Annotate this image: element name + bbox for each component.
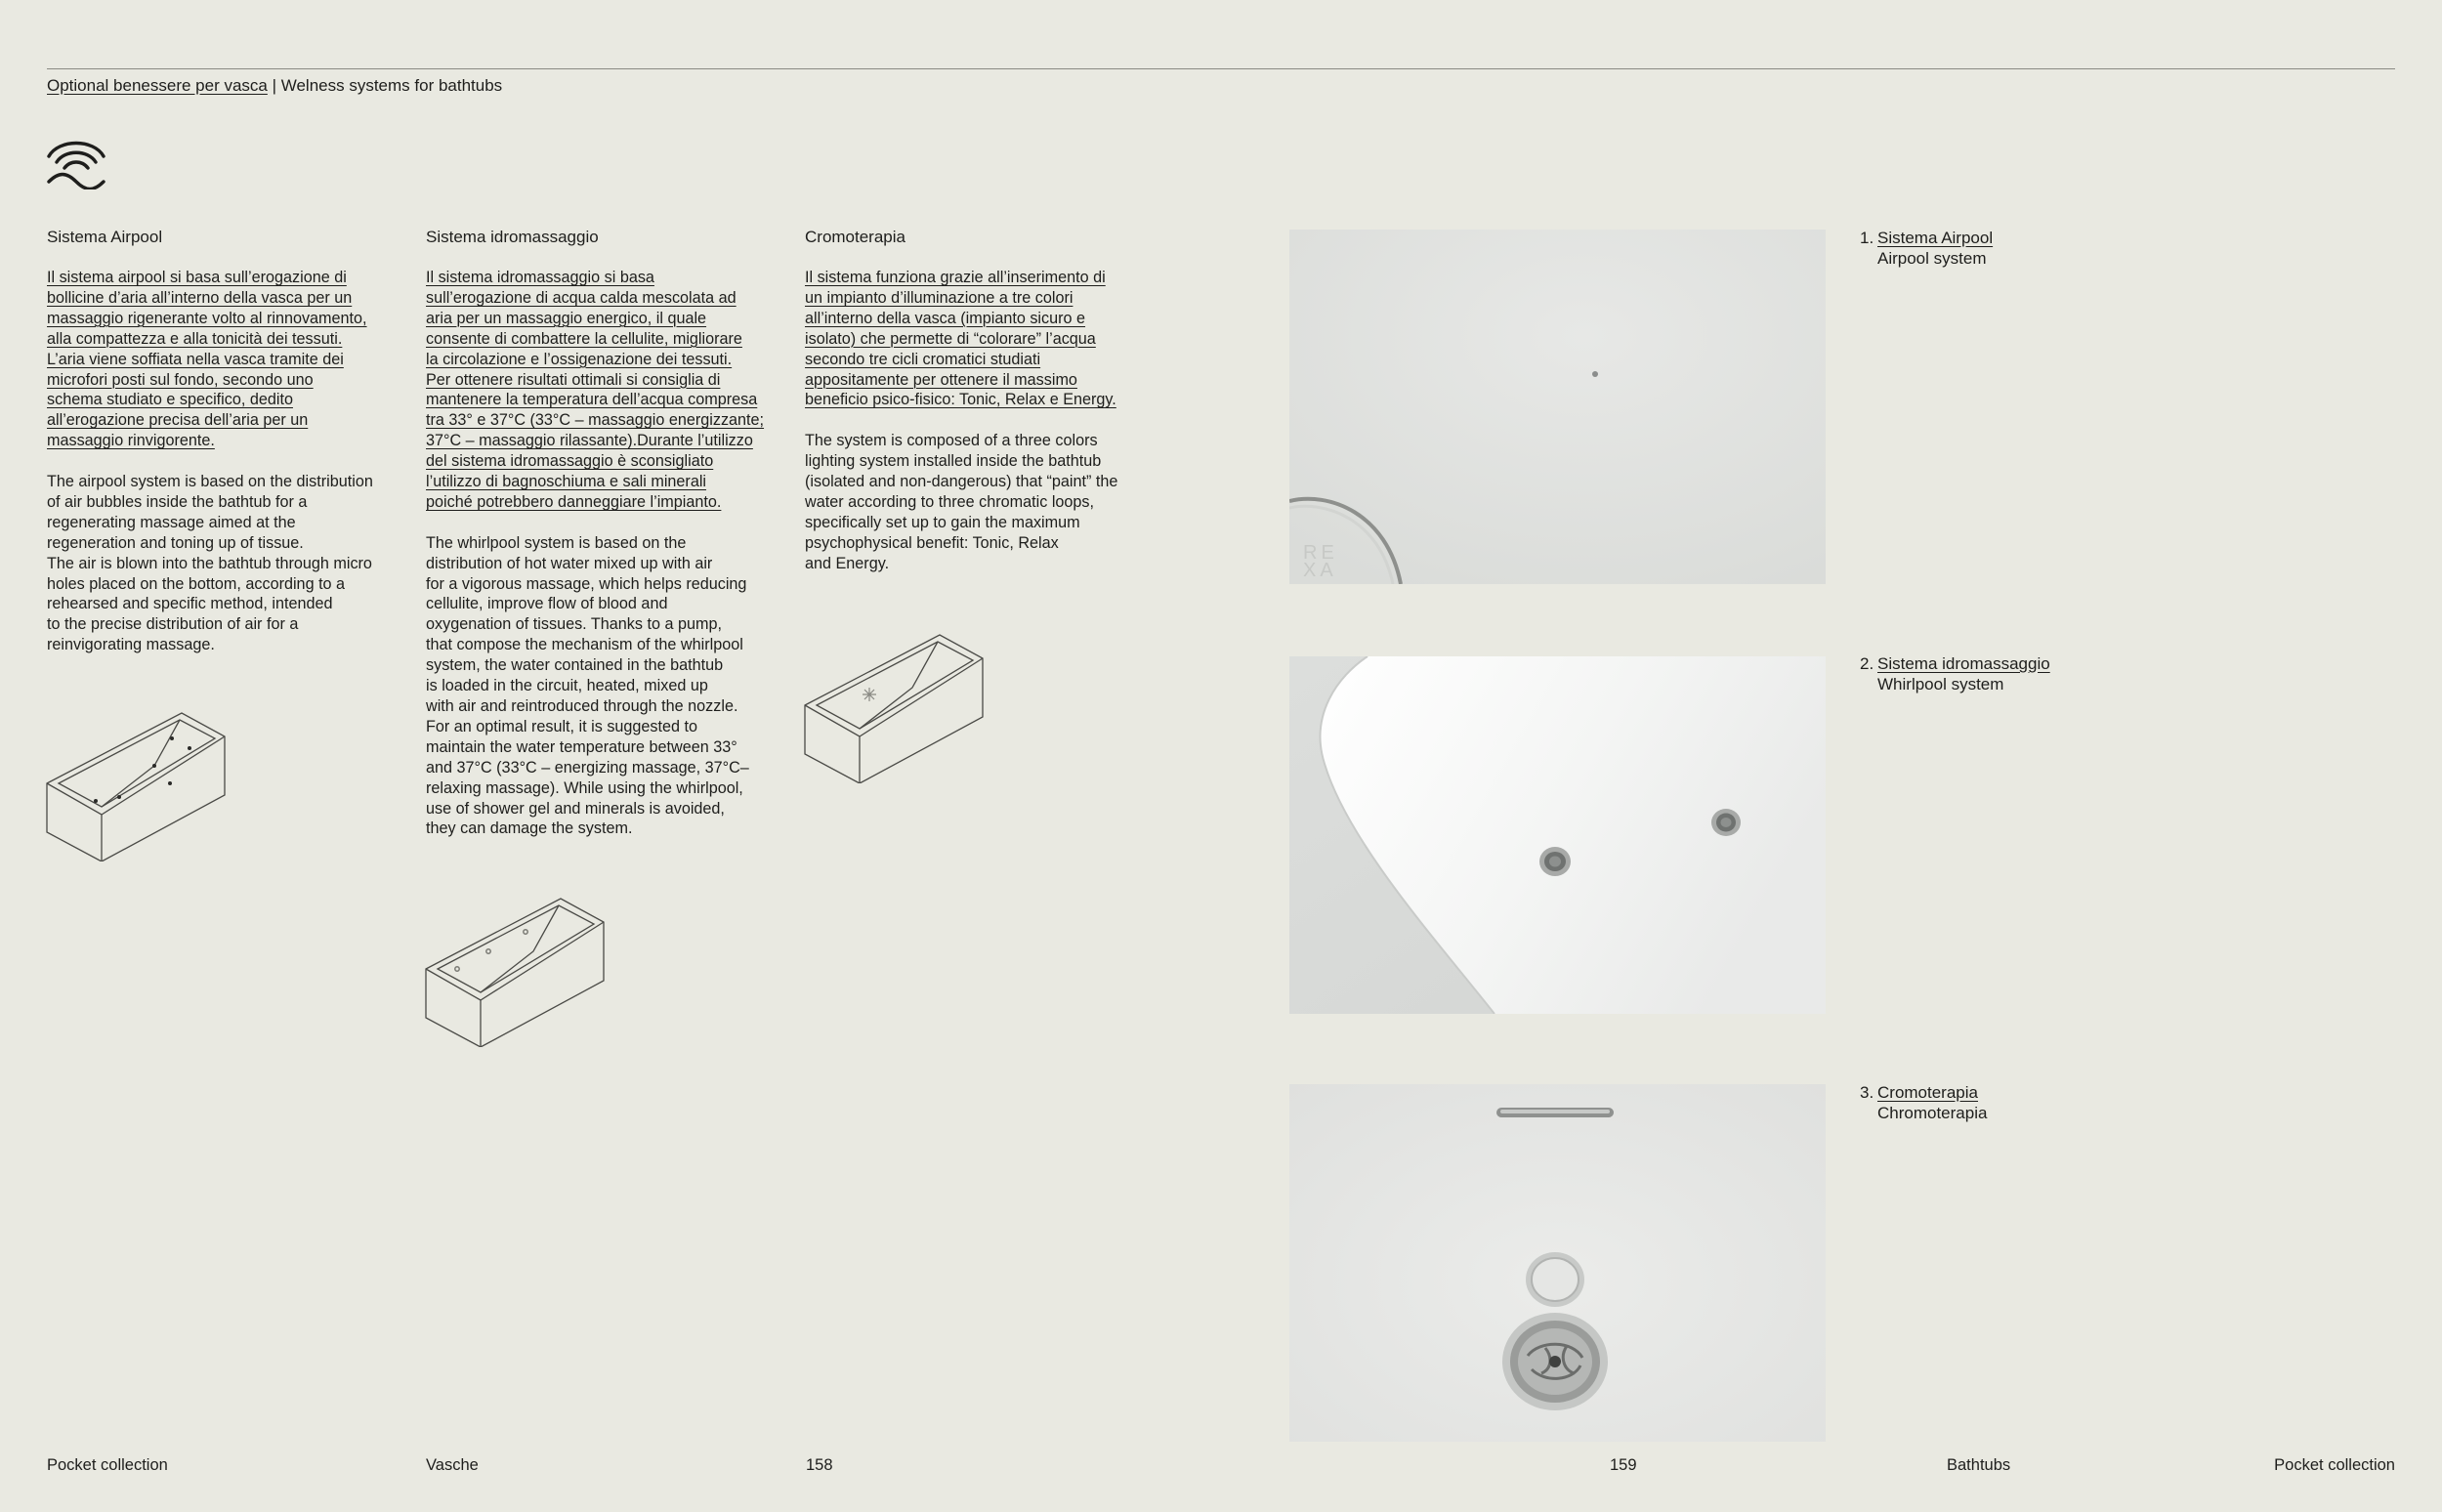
airpool-bathtub-icon bbox=[45, 705, 231, 861]
header-rule bbox=[47, 68, 2395, 69]
caption-number: 1. bbox=[1860, 229, 1874, 247]
section-text-it: Il sistema idromassaggio si basa sull’erogazione di acqua calda mescolata ad aria per un massaggio energico, il quale consente di combattere la cellulite, migliorare la circolazione e l’ossigenazione dei tessuti. Per ottenere risultati ottimali si consiglia di mantenere la temperatura dell’acqua compresa tra 33° e 37°C (33°C – massaggio energizzante; 37°C – massaggio rilassante).Durante l’utilizzo del sistema idromassaggio è sconsigliato l’utilizzo di bagnoschiuma e sali minerali poiché potrebbero danneggiare l’impianto. bbox=[426, 269, 765, 511]
footer-right-page-number: 159 bbox=[1610, 1456, 1637, 1474]
photo-watermark: RE XA bbox=[1303, 542, 1338, 581]
section-text-en: The system is composed of a three colors lighting system installed inside the bathtub (isolated and non-dangerous) that “paint” the water according to three chromatic loops, specifically set up to gain the maximum psychophysical benefit: Tonic, Relax and Energy. bbox=[805, 432, 1118, 572]
footer-right-section: Bathtubs bbox=[1947, 1456, 2011, 1474]
caption-number: 2. bbox=[1860, 654, 1874, 673]
caption-subtitle: Airpool system bbox=[1877, 249, 1987, 268]
caption-title: Cromoterapia bbox=[1877, 1083, 1978, 1102]
header-separator: | bbox=[267, 76, 281, 95]
chromotherapy-bathtub-icon bbox=[803, 627, 989, 783]
footer-right-collection: Pocket collection bbox=[2274, 1456, 2395, 1474]
section-text-it: Il sistema airpool si basa sull’erogazione di bollicine d’aria all’interno della vasca per un massaggio rigenerante volto al rinnovamento, alla compattezza e alla tonicità dei tessuti. L’aria viene soffiata nella vasca tramite dei microfori posti sul fondo, secondo uno schema studiato e specifico, dedito all’erogazione precisa dell’aria per un massaggio rinvigorente. bbox=[47, 269, 367, 450]
caption-title: Sistema Airpool bbox=[1877, 229, 1994, 247]
caption-cromoterapia bbox=[1860, 1082, 1987, 1123]
photo-airpool bbox=[1289, 230, 1826, 584]
caption-idromassaggio bbox=[1860, 653, 2050, 694]
wellness-waves-icon bbox=[45, 133, 107, 189]
footer-left-page-number: 158 bbox=[806, 1456, 833, 1474]
footer-left-section: Vasche bbox=[426, 1456, 479, 1474]
section-idromassaggio bbox=[426, 227, 778, 860]
section-text-en: The whirlpool system is based on the distribution of hot water mixed up with air for a vigorous massage, which helps reducing cellulite, improve flow of blood and oxygenation of tissues. Thanks to a pump, that compose the mechanism of the whirlpool system, the water contained in the bathtub is loaded in the circuit, heated, mixed up with air and reintroduced through the nozzle. For an optimal result, it is suggested to maintain the water temperature between 33° and 37°C (33°C – energizing massage, 37°C– relaxing massage). While using the whirlpool, use of shower gel and minerals is avoided, they can damage the system. bbox=[426, 533, 749, 838]
photo-chromotherapy bbox=[1289, 1084, 1826, 1442]
section-heading: Sistema idromassaggio bbox=[426, 228, 599, 246]
section-text-en: The airpool system is based on the distribution of air bubbles inside the bathtub for a regenerating massage aimed at the regeneration and toning up of tissue. The air is blown into the bathtub through micro holes placed on the bottom, according to a rehearsed and specific method, intended to the precise distribution of air for a reinvigorating massage. bbox=[47, 473, 373, 654]
caption-airpool bbox=[1860, 228, 1993, 269]
section-heading: Cromoterapia bbox=[805, 228, 905, 246]
header-title-it: Optional benessere per vasca bbox=[47, 76, 268, 95]
page-header bbox=[47, 75, 502, 97]
photo-whirlpool bbox=[1289, 656, 1826, 1014]
caption-subtitle: Chromoterapia bbox=[1877, 1104, 1988, 1122]
caption-title: Sistema idromassaggio bbox=[1877, 654, 2050, 673]
whirlpool-bathtub-icon bbox=[424, 891, 610, 1047]
section-cromoterapia bbox=[805, 227, 1157, 594]
footer-left-collection: Pocket collection bbox=[47, 1456, 168, 1474]
section-airpool bbox=[47, 227, 399, 676]
caption-subtitle: Whirlpool system bbox=[1877, 675, 2004, 693]
section-text-it: Il sistema funziona grazie all’inserimento di un impianto d’illuminazione a tre colori all’interno della vasca (impianto sicuro e isolato) che permette di “colorare” l’acqua secondo tre cicli cromatici studiati appositamente per ottenere il massimo beneficio psico-fisico: Tonic, Relax e Energy. bbox=[805, 269, 1116, 409]
caption-number: 3. bbox=[1860, 1083, 1874, 1102]
header-title-en: Welness systems for bathtubs bbox=[280, 76, 503, 95]
section-heading: Sistema Airpool bbox=[47, 228, 163, 246]
